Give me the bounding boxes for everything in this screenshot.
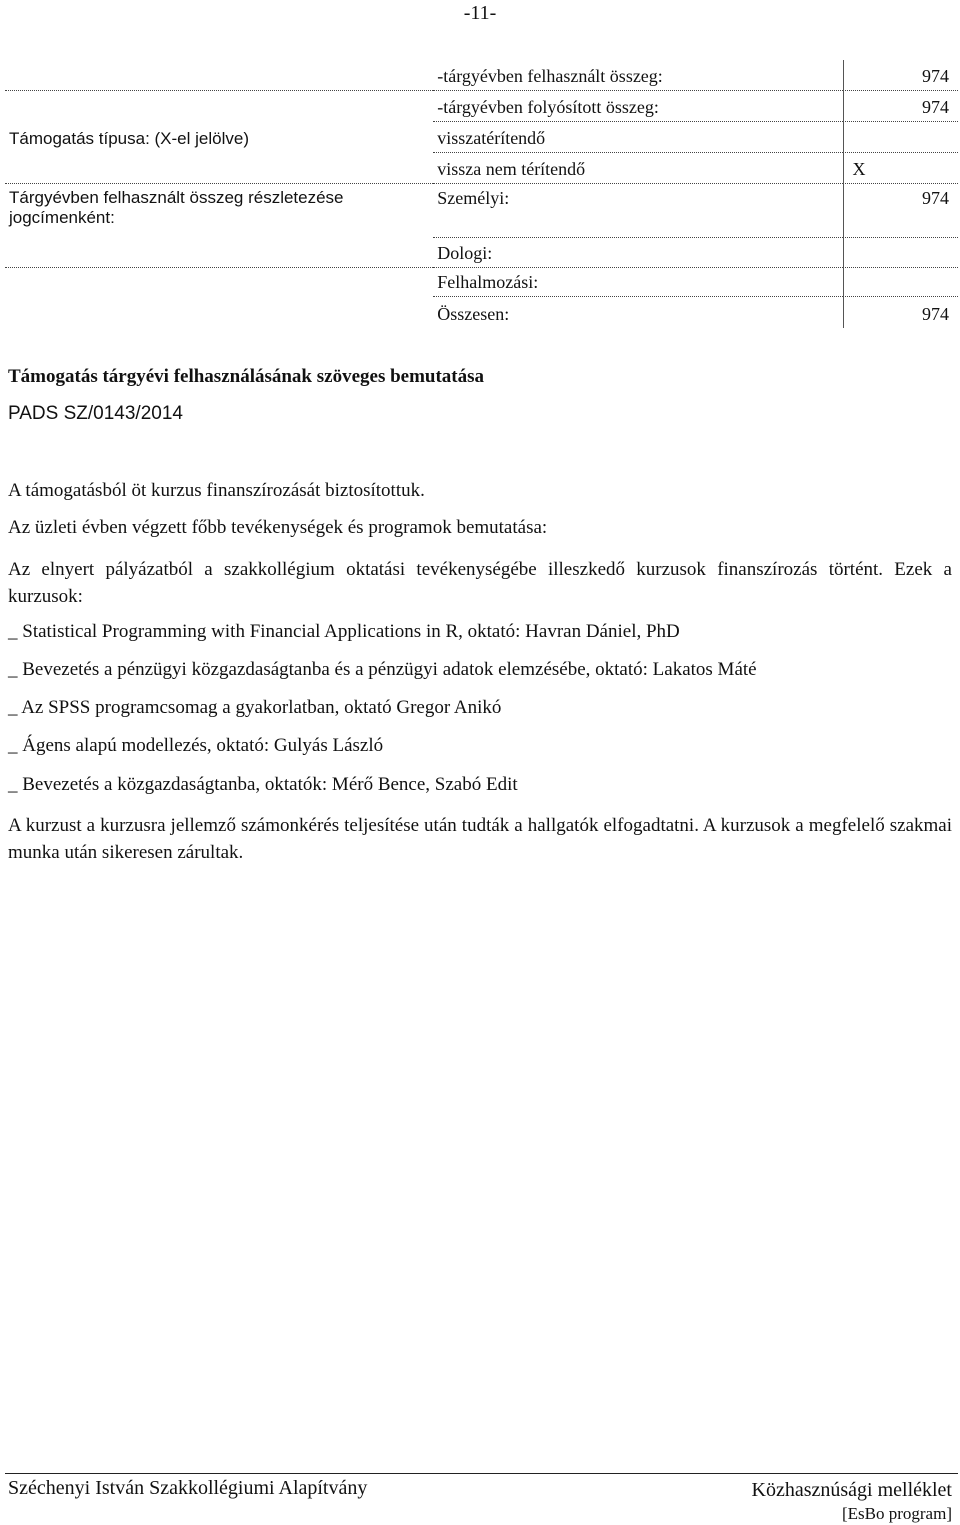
reference-code: PADS SZ/0143/2014 <box>8 403 183 424</box>
total-label: Összesen: <box>437 304 510 324</box>
row-disbursed-amount <box>5 91 958 122</box>
disbursed-amount-label: -tárgyévben folyósított összeg: <box>437 97 659 117</box>
row-personal <box>5 184 958 238</box>
course-item: _ Bevezetés a közgazdaságtanba, oktatók: Mérő Bence, Szabó Edit <box>8 774 518 795</box>
footer-annex-title: Közhasznúsági melléklet <box>751 1479 952 1501</box>
footer-divider <box>5 1473 958 1474</box>
support-type-label: Támogatás típusa: (X-el jelölve) <box>9 129 249 148</box>
activities-heading: Az üzleti évben végzett főbb tevékenységek és programok bemutatása: <box>8 517 548 538</box>
used-amount-label: -tárgyévben felhasznált összeg: <box>437 66 663 86</box>
used-amount-value: 974 <box>922 66 949 86</box>
refundable-label: visszatérítendő <box>437 128 546 148</box>
course-item: _ Bevezetés a pénzügyi közgazdaságtanba és a pénzügyi adatok elemzésébe, oktató: Lakatos Máté <box>8 659 757 680</box>
row-nonrefundable <box>5 153 958 184</box>
row-refundable <box>5 122 958 153</box>
summary-sentence: A támogatásból öt kurzus finanszírozását biztosítottuk. <box>8 480 425 501</box>
material-label: Dologi: <box>437 243 493 263</box>
page-number: -11- <box>463 2 497 24</box>
course-item: _ Az SPSS programcsomag a gyakorlatban, oktató Gregor Anikó <box>8 697 502 718</box>
total-value: 974 <box>922 304 949 324</box>
personal-label: Személyi: <box>437 188 510 208</box>
footer-program: [EsBo program] <box>841 1504 952 1523</box>
footer-annex <box>752 1477 953 1524</box>
footer-organization: Széchenyi István Szakkollégiumi Alapítvány <box>8 1477 368 1499</box>
section-heading: Támogatás tárgyévi felhasználásának szöveges bemutatása <box>8 366 485 387</box>
nonrefundable-mark: X <box>852 159 866 179</box>
accumulation-label: Felhalmozási: <box>437 272 539 292</box>
course-item: _ Ágens alapú modellezés, oktató: Gulyás László <box>8 735 384 756</box>
row-material <box>5 238 958 268</box>
activities-intro: Az elnyert pályázatból a szakkollégium oktatási tevékenységébe illeszkedő kurzusok finanszírozás történt. Ezek a kurzusok: <box>8 559 952 607</box>
row-total <box>5 297 958 328</box>
funding-table <box>5 60 958 328</box>
disbursed-amount-value: 974 <box>922 97 949 117</box>
closing-paragraph: A kurzust a kurzusra jellemző számonkérés teljesítése után tudták a hallgatók elfogadtatni. A kurzusok a megfelelő szakmai munka után sikeresen zárultak. <box>8 815 952 863</box>
breakdown-label: Tárgyévben felhasznált összeg részletezése jogcímenként: <box>9 188 344 227</box>
personal-value: 974 <box>922 188 949 208</box>
row-accumulation <box>5 268 958 297</box>
nonrefundable-label: vissza nem térítendő <box>437 159 586 179</box>
course-item: _ Statistical Programming with Financial Applications in R, oktató: Havran Dániel, PhD <box>8 621 680 642</box>
row-used-amount <box>5 60 958 91</box>
